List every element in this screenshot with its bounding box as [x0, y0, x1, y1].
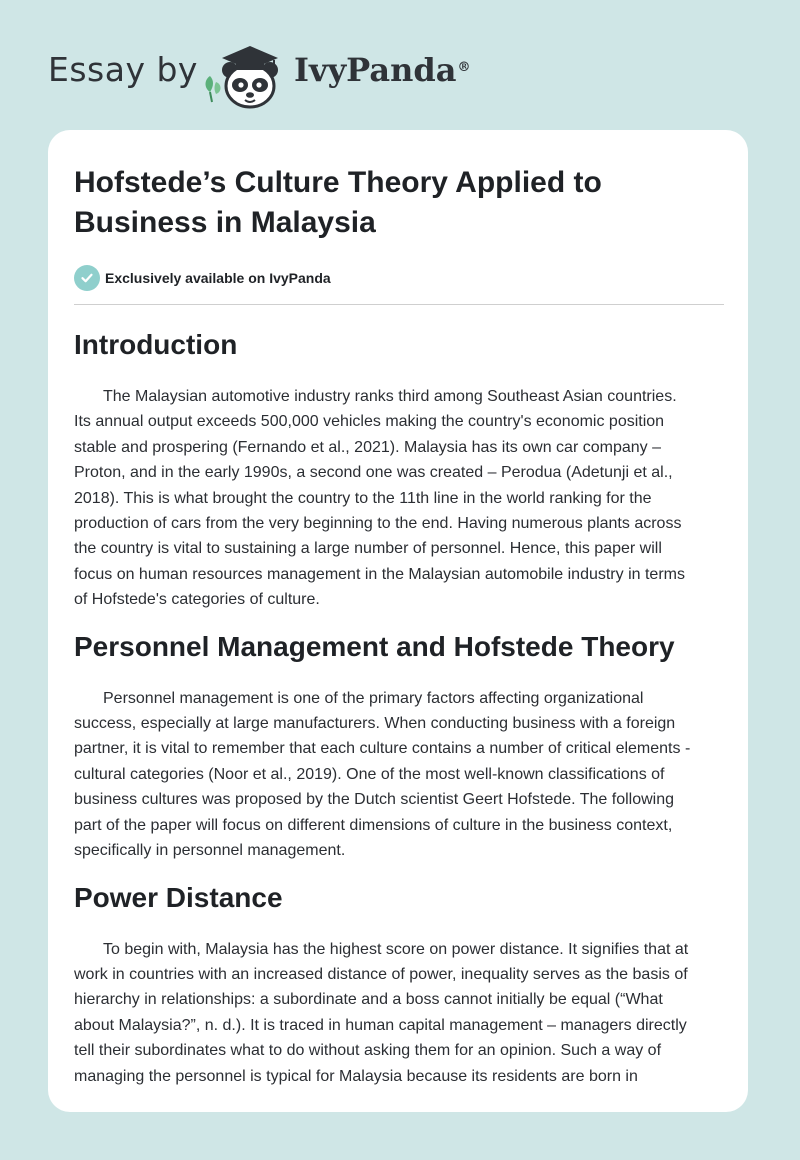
title-line: Business in Malaysia — [74, 206, 376, 239]
essay-card — [48, 130, 748, 1112]
brand-name[interactable]: IvyPanda® — [294, 51, 471, 89]
paragraph — [74, 937, 724, 1089]
essay-by-label: Essay by — [48, 50, 198, 89]
paragraph-line: focus on human resources management in the Malaysian automobile industry in terms — [74, 565, 685, 583]
paragraph-line: success, especially at large manufacturers. When conducting business with a foreign — [74, 715, 676, 733]
ivypanda-logo-icon[interactable] — [200, 36, 292, 110]
paragraph-line: Proton, and in the early 1990s, a second one was created – Perodua (Adetunji et al., — [74, 464, 673, 482]
paragraph-line: stable and prospering (Fernando et al., 2021). Malaysia has its own car company – — [74, 438, 661, 456]
exclusive-badge — [74, 264, 724, 292]
paragraph-line: about Malaysia?”, n. d.). It is traced in human capital management – managers directly — [74, 1016, 687, 1034]
paragraph-line: 2018). This is what brought the country to the 11th line in the world ranking for the — [74, 489, 652, 507]
paragraph — [74, 686, 724, 864]
checkmark-icon — [74, 265, 100, 291]
paragraph-line: production of cars from the very beginning to the end. Having numerous plants across — [74, 515, 682, 533]
paragraph-line: work in countries with an increased distance of power, inequality serves as the basis of — [74, 965, 688, 983]
paragraph-line: business cultures was proposed by the Dutch scientist Geert Hofstede. The following — [74, 791, 675, 809]
paragraph-line: To begin with, Malaysia has the highest score on power distance. It signifies that at — [103, 940, 689, 958]
badge-label: Exclusively available on IvyPanda — [105, 270, 331, 286]
page-title — [74, 130, 694, 243]
paragraph — [74, 384, 724, 613]
paragraph-line: The Malaysian automotive industry ranks third among Southeast Asian countries. — [103, 388, 677, 405]
paragraph-line: Its annual output exceeds 500,000 vehicles making the country's economic position — [74, 413, 665, 431]
paragraph-line: partner, it is vital to remember that each culture contains a number of critical elements - — [74, 740, 691, 758]
paragraph-line: managing the personnel is typical for Malaysia because its residents are born in — [74, 1067, 638, 1085]
paragraph-line: tell their subordinates what to do without asking them for an opinion. Such a way of — [74, 1042, 662, 1060]
section-heading: Personnel Management and Hofstede Theory — [74, 630, 675, 662]
paragraph-line: cultural categories (Noor et al., 2019). One of the most well-known classifications of — [74, 765, 665, 783]
title-line: Hofstede’s Culture Theory Applied to — [74, 166, 602, 199]
site-header — [0, 0, 800, 130]
section-heading: Introduction — [74, 329, 238, 360]
divider — [74, 304, 724, 305]
paragraph-line: Personnel management is one of the primary factors affecting organizational — [103, 689, 644, 707]
paragraph-line: hierarchy in relationships: a subordinate and a boss cannot initially be equal (“What — [74, 991, 663, 1009]
paragraph-line: specifically in personnel management. — [74, 842, 346, 860]
paragraph-line: part of the paper will focus on different dimensions of culture in the business context, — [74, 816, 673, 834]
paragraph-line: of Hofstede's categories of culture. — [74, 591, 320, 609]
section-heading: Power Distance — [74, 881, 283, 913]
paragraph-line: the country is vital to sustaining a large number of personnel. Hence, this paper will — [74, 540, 662, 558]
